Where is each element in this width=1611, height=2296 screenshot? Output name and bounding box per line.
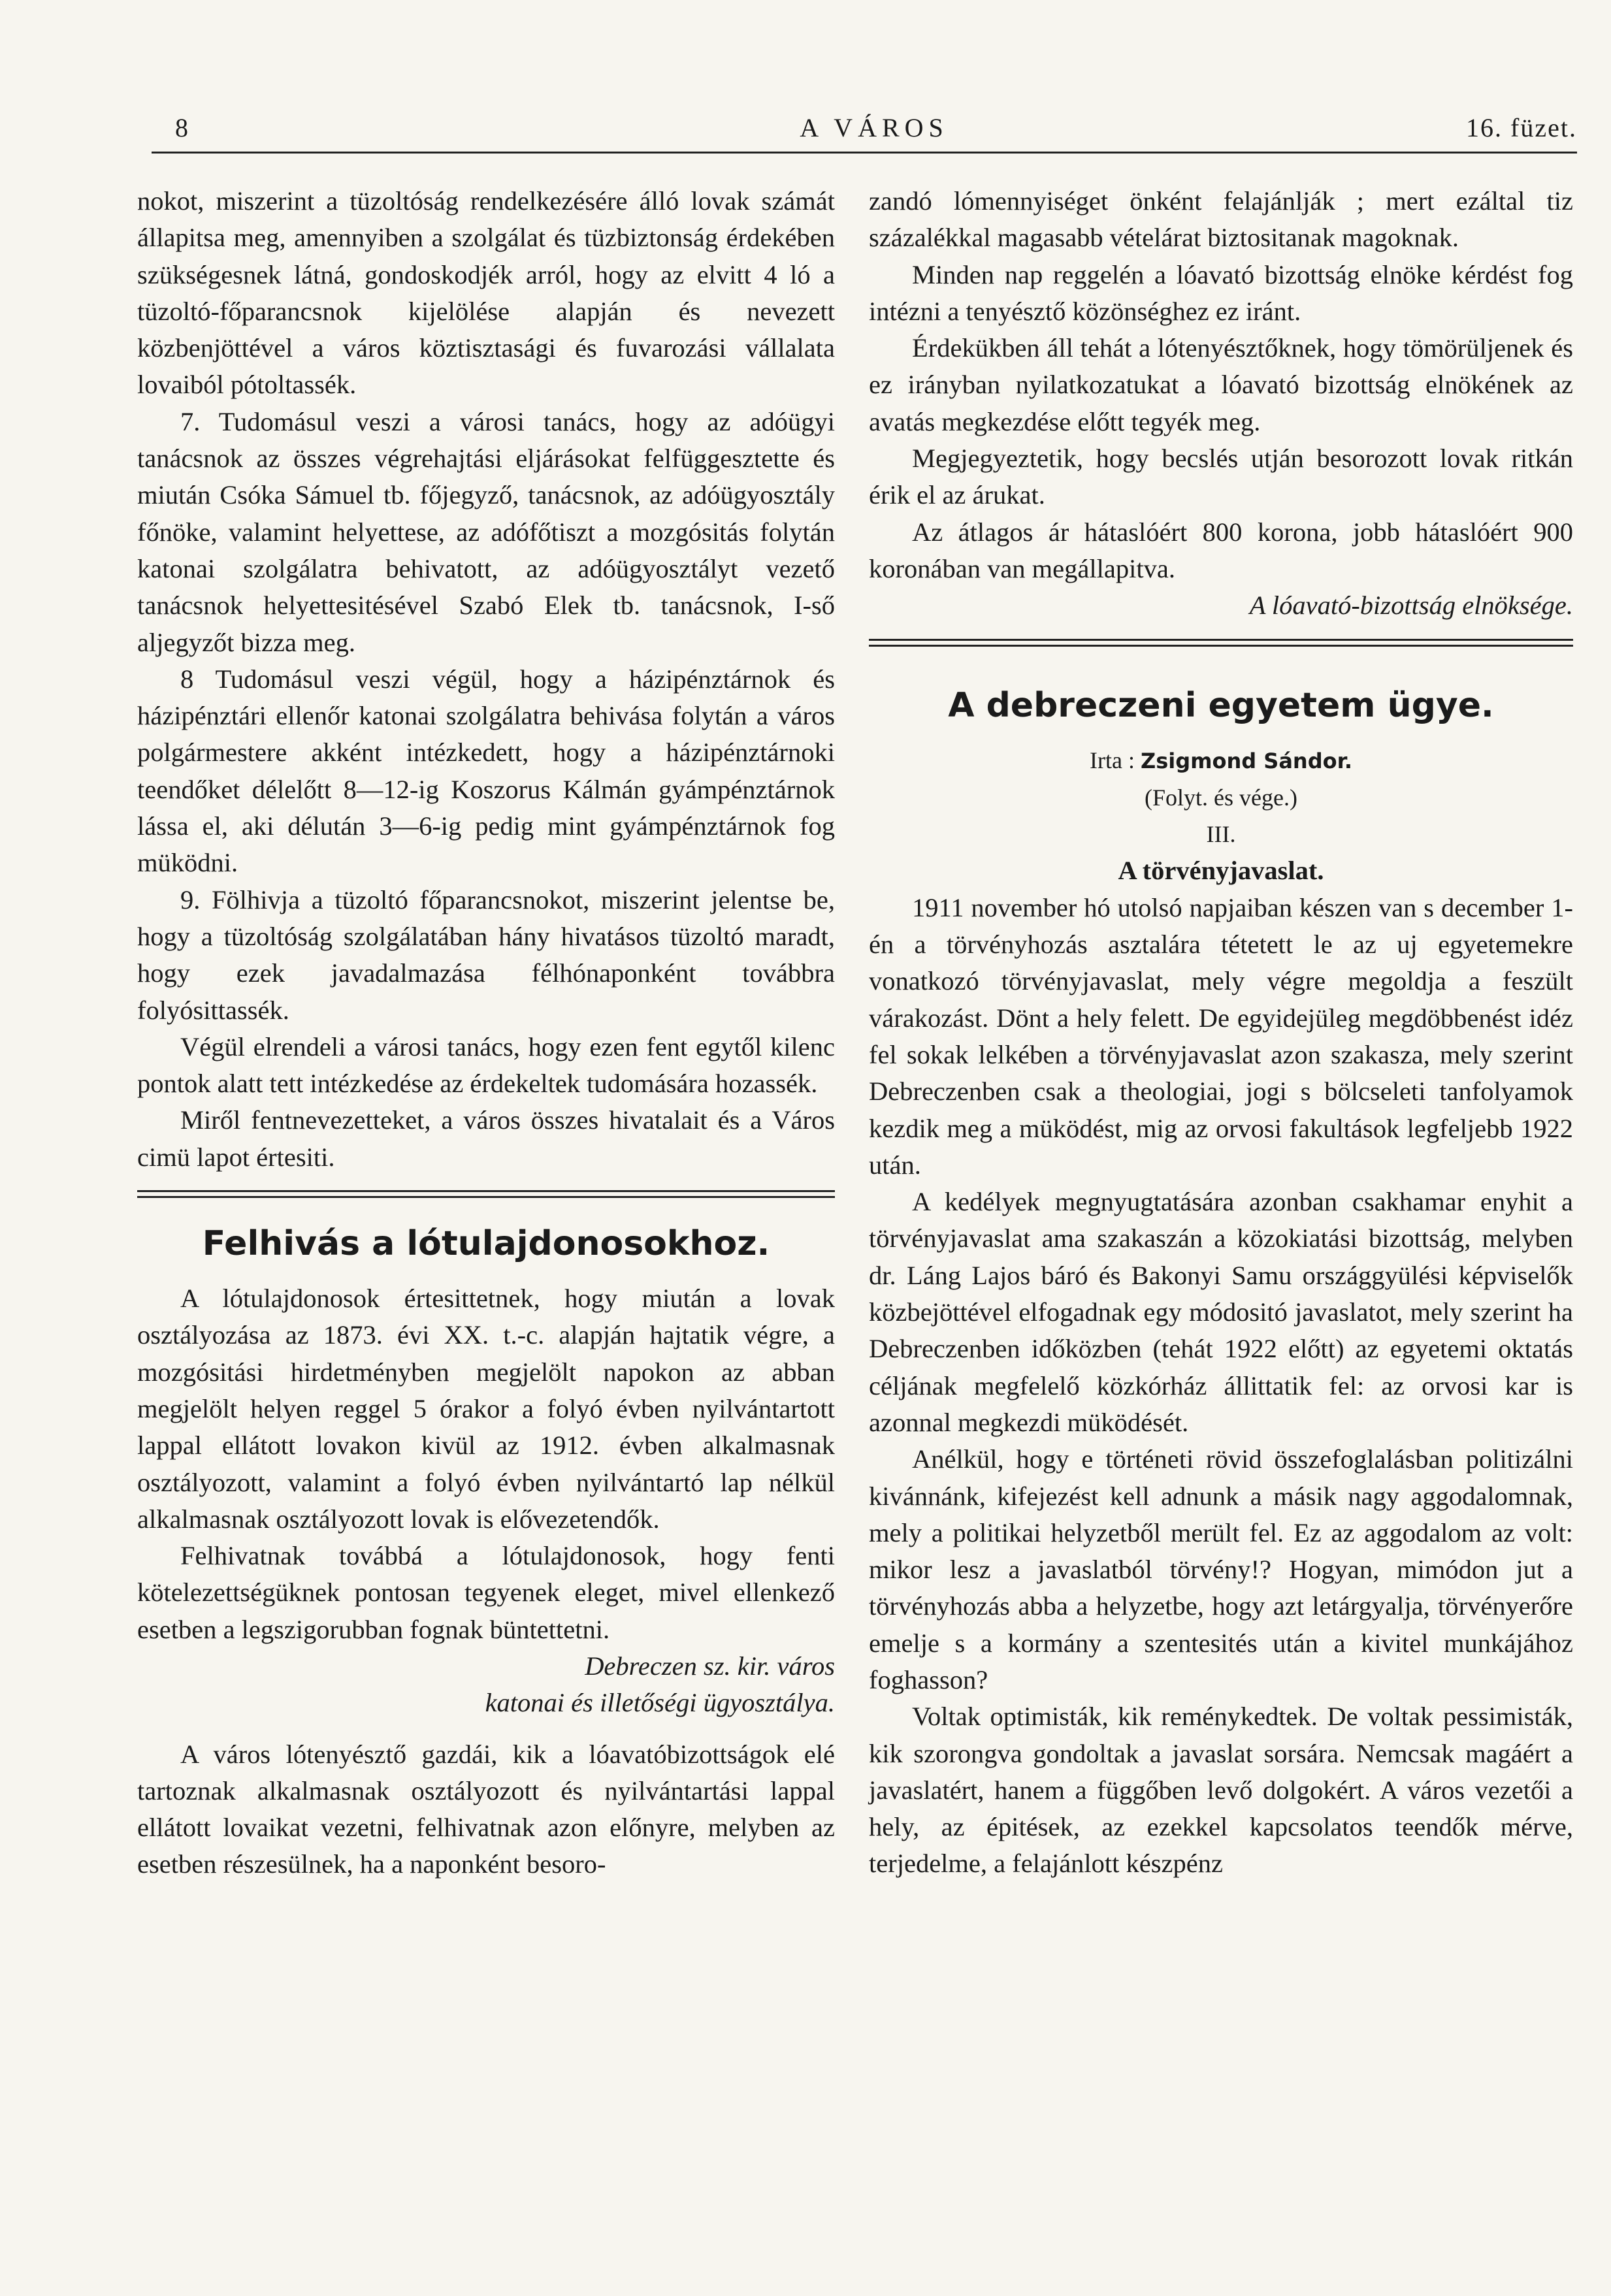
paragraph: 9. Fölhivja a tüzoltó főparancsnokot, miszerint jelentse be, hogy a tüzoltóság szolgálatában hány hivatásos tüzoltó maradt, hogy ezek javadalmazása félhónaponként továbbra folyósittassék.	[137, 884, 835, 1025]
section-number: III.	[1206, 821, 1236, 848]
paragraph: A város lótenyésztő gazdái, kik a lóavatóbizottságok elé tartoznak alkalmasnak osztályozott és nyilvántartási lappal ellátott lovaikat vezetni, felhivatnak azon előnyre, melyben az esetben részesülnek, ha a naponként besoro-	[137, 1739, 835, 1879]
signature-line: Debreczen sz. kir. város	[585, 1651, 835, 1681]
left-column	[137, 183, 835, 1883]
paragraph: Megjegyeztetik, hogy becslés utján besorozott lovak ritkán érik el az árukat.	[869, 444, 1573, 510]
right-column	[869, 183, 1573, 1883]
section-divider	[869, 639, 1573, 647]
continuation-note: (Folyt. és vége.)	[1145, 784, 1297, 811]
signature-line: katonai és illetőségi ügyosztálya.	[485, 1688, 835, 1718]
paragraph: Az átlagos ár hátaslóért 800 korona, jobb hátaslóért 900 koronában van megállapitva.	[869, 517, 1573, 583]
running-header	[171, 112, 1577, 152]
paragraph: Miről fentnevezetteket, a város összes hivatalait és a Város cimü lapot értesiti.	[137, 1105, 835, 1172]
paragraph: A lótulajdonosok értesittetnek, hogy miután a lovak osztályozása az 1873. évi XX. t.-c. alapján hajtatik végre, a mozgósitási hirdetményben megjelölt napokon az abban megjelölt helyen reggel 5 órakor a folyó évben nyilvántartott lappal ellátott lovakon kivül az 1912. évben alkalmasnak osztályozott, valamint a folyó évben nyilvántartó lap nélkül alkalmasnak osztályozott lovak is elővezetendők.	[137, 1284, 835, 1534]
paragraph: Érdekükben áll tehát a lótenyésztőknek, hogy tömörüljenek és ez irányban nyilatkozatukat a lóavató bizottság elnökének az avatás megkezdése előtt tegyék meg.	[869, 333, 1573, 436]
paragraph: A kedélyek megnyugtatására azonban csakhamar enyhit a törvényjavaslat ama szakaszán a közokiatási bizottság, melyben dr. Láng Lajos báró és Bakonyi Samu országgyülési képviselők közbejöttével elfogadnak egy módositó javaslatot, mely szerint ha Debreczenben időközben (tehát 1922 előtt) az egyetemi oktatás céljának megfelelő közkórház állittatik fel: az orvosi kar is azonnal megkezdi müködését.	[869, 1187, 1573, 1437]
paragraph: Végül elrendeli a városi tanács, hogy ezen fent egytől kilenc pontok alatt tett intézkedése az érdekeltek tudomására hozassék.	[137, 1031, 835, 1099]
page-number: 8	[175, 113, 189, 142]
paragraph: Felhivatnak továbbá a lótulajdonosok, hogy fenti kötelezettségüknek pontosan tegyenek eleget, mivel ellenkező esetben a legszigorubban fognak büntettetni.	[137, 1541, 835, 1644]
byline-label: Irta :	[1090, 747, 1135, 773]
paragraph: 1911 november hó utolsó napjaiban készen van s december 1-én a törvényhozás asztalára tétetett le az uj egyetemekre vonatkozó törvényjavaslat, mely végre megoldja a feszült várakozást. Dönt a hely felett. De egyidejüleg megdöbbenést idéz fel sokak lelkében a törvényjavaslat azon szakasza, mely szerint Debreczenben csak a theologiai, jogi s bölcseleti tanfolyamok kezdik meg a müködést, mig az orvosi fakultások legfeljebb 1922 után.	[869, 892, 1573, 1180]
paragraph: 8 Tudomásul veszi végül, hogy a házipénztárnok és házipénztári ellenőr katonai szolgálatra behivása folytán a város polgármestere akként intézkedett, hogy a házipénztárnoki teendőket délelőtt 8—12-ig Koszorus Kálmán gyámpénztárnok lássa el, aki délután 3—6-ig pedig mint gyámpénztárnok fog müködni.	[137, 664, 835, 878]
paragraph: Voltak optimisták, kik reménykedtek. De voltak pessimisták, kik szorongva gondoltak a javaslat sorsára. Nemcsak magáért a javaslatért, hanem a függőben levő dolgokért. A város vezetői a hely, az épitések, az ezekkel kapcsolatos teendők mérve, terjedelme, a felajánlott készpénz	[869, 1702, 1573, 1879]
journal-title: A VÁROS	[800, 113, 949, 142]
section-divider	[137, 1190, 835, 1198]
byline-author: Zsigmond Sándor.	[1141, 748, 1352, 773]
paragraph: Minden nap reggelén a lóavató bizottság elnöke kérdést fog intézni a tenyésztő közönséghez ez iránt.	[869, 259, 1573, 326]
byline	[869, 742, 1573, 779]
paragraph: zandó lómennyiséget önként felajánlják ; mert ezáltal tiz százalékkal magasabb vételárat biztositanak magoknak.	[869, 186, 1573, 253]
signature-line: A lóavató-bizottság elnöksége.	[1249, 590, 1573, 621]
issue-number: 16. füzet.	[1466, 113, 1577, 142]
article-heading: Felhivás a lótulajdonosokhoz.	[202, 1224, 770, 1264]
subheading: A törvényjavaslat.	[1118, 856, 1324, 886]
paragraph: nokot, miszerint a tüzoltóság rendelkezésére álló lovak számát állapitsa meg, amennyiben a szolgálat és tüzbiztonság érdekében szükségesnek látná, gondoskodjék arról, hogy az elvitt 4 ló a tüzoltó-főparancsnok kijelölése alapján és nevezett közbenjöttével a város köztisztasági és fuvarozási vállalata lovaiból pótoltassék.	[137, 186, 835, 400]
paragraph: Anélkül, hogy e történeti rövid összefoglalásban politizálni kivánnánk, kifejezést kell adnunk a másik nagy aggodalomnak, mely a politikai helyzetből merült fel. Ez az aggodalom az volt: mikor lesz a javaslatból törvény!? Hogyan, mimódon jut a törvényhozás abba a helyzetbe, hogy azt letárgyalja, törvényerőre emelje s a kormány a szentesités után a kivitel munkájához foghasson?	[869, 1444, 1573, 1694]
article-heading: A debreczeni egyetem ügye.	[948, 685, 1494, 725]
paragraph: 7. Tudomásul veszi a városi tanács, hogy az adóügyi tanácsnok az összes végrehajtási eljárásokat felfüggesztette és miután Csóka Sámuel tb. főjegyző, tanácsnok, az adóügyosztály főnöke, valamint helyettese, az adófőtiszt a mozgósitás folytán katonai szolgálatra behivatott, az adóügyosztályt vezető tanácsnok helyettesitésével Szabó Elek tb. tanácsnok, I-ső aljegyzőt bizza meg.	[137, 406, 835, 657]
header-rule	[152, 152, 1577, 154]
